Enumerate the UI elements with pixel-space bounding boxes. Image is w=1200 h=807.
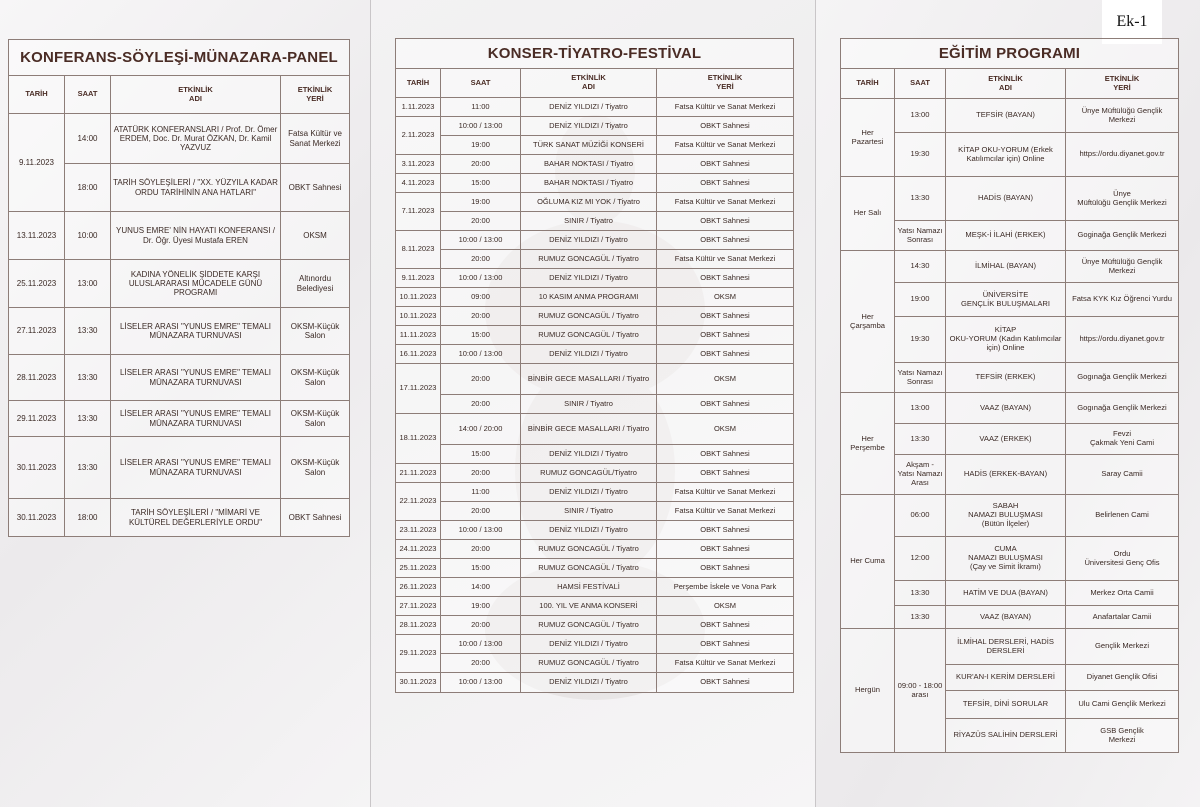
row-place: Fatsa Kültür ve Sanat Merkezi — [657, 502, 794, 521]
row-time: 13:30 — [65, 308, 111, 355]
row-time: 12:00 — [895, 537, 946, 581]
row-time: 19:00 — [441, 597, 521, 616]
row-event: BAHAR NOKTASI / Tiyatro — [521, 155, 657, 174]
header-event-place: ETKİNLİK YERİ — [281, 76, 350, 114]
table-row — [841, 629, 1179, 665]
row-event: HATİM VE DUA (BAYAN) — [946, 581, 1066, 606]
row-time: 13:30 — [895, 424, 946, 455]
row-time: 13:00 — [895, 393, 946, 424]
row-place: https://ordu.diyanet.gov.tr — [1066, 317, 1179, 363]
row-event: İLMİHAL (BAYAN) — [946, 251, 1066, 283]
row-place: OKSM — [657, 597, 794, 616]
row-place: Ordu Üniversitesi Genç Ofis — [1066, 537, 1179, 581]
row-place: Ulu Cami Gençlik Merkezi — [1066, 691, 1179, 719]
row-time: 19:00 — [895, 283, 946, 317]
conference-table — [8, 39, 350, 537]
row-place: OBKT Sahnesi — [657, 445, 794, 464]
table-row — [841, 495, 1179, 537]
row-place: Ünye Müftülüğü Gençlik Merkezi — [1066, 177, 1179, 221]
row-event: HADİS (BAYAN) — [946, 177, 1066, 221]
table-row — [9, 308, 350, 355]
table-row — [841, 251, 1179, 283]
row-event: RUMUZ GONCAGÜL / Tiyatro — [521, 559, 657, 578]
row-date: Her Pazartesi — [841, 99, 895, 177]
row-time: Akşam - Yatsı Namazı Arası — [895, 455, 946, 495]
row-time: 20:00 — [441, 364, 521, 395]
row-time: 18:00 — [65, 164, 111, 212]
row-place: OBKT Sahnesi — [657, 464, 794, 483]
table-row — [396, 231, 794, 250]
fold-line-left — [370, 0, 371, 807]
row-event: BİNBİR GECE MASALLARI / Tiyatro — [521, 364, 657, 395]
header-date: TARİH — [9, 76, 65, 114]
row-event: KUR'AN-I KERİM DERSLERİ — [946, 665, 1066, 691]
table-row — [396, 155, 794, 174]
row-time: 19:00 — [441, 193, 521, 212]
row-time: 20:00 — [441, 502, 521, 521]
row-event: VAAZ (BAYAN) — [946, 606, 1066, 629]
row-event: DENİZ YILDIZI / Tiyatro — [521, 98, 657, 117]
row-place: OKSM-Küçük Salon — [281, 355, 350, 401]
row-event: RUMUZ GONCAGÜL / Tiyatro — [521, 654, 657, 673]
row-place: Fatsa Kültür ve Sanat Merkezi — [281, 114, 350, 164]
header-date: TARİH — [396, 69, 441, 98]
row-time: 15:00 — [441, 559, 521, 578]
row-event: KADINA YÖNELİK ŞİDDETE KARŞI ULUSLARARASI MÜCADELE GÜNÜ PROGRAMI — [111, 260, 281, 308]
row-time: 06:00 — [895, 495, 946, 537]
row-date: 17.11.2023 — [396, 364, 441, 414]
row-place: Fatsa Kültür ve Sanat Merkezi — [657, 193, 794, 212]
table-row — [9, 212, 350, 260]
row-date: 21.11.2023 — [396, 464, 441, 483]
row-time: 15:00 — [441, 445, 521, 464]
row-place: OKSM — [281, 212, 350, 260]
header-time: SAAT — [65, 76, 111, 114]
row-place: OBKT Sahnesi — [657, 326, 794, 345]
row-date: 29.11.2023 — [9, 401, 65, 437]
row-time: 19:30 — [895, 133, 946, 177]
row-place: OBKT Sahnesi — [657, 174, 794, 193]
row-event: MEŞK-İ İLAHİ (ERKEK) — [946, 221, 1066, 251]
row-time: 13:00 — [65, 260, 111, 308]
row-place: OKSM — [657, 288, 794, 307]
row-time: 14:00 / 20:00 — [441, 414, 521, 445]
header-event-place: ETKİNLİK YERİ — [657, 69, 794, 98]
row-event: DENİZ YILDIZI / Tiyatro — [521, 231, 657, 250]
row-place: OKSM — [657, 414, 794, 445]
table-row — [9, 355, 350, 401]
row-time: 15:00 — [441, 174, 521, 193]
row-time: 10:00 — [65, 212, 111, 260]
row-event: HAMSİ FESTİVALİ — [521, 578, 657, 597]
row-time: 11:00 — [441, 483, 521, 502]
table-row — [396, 578, 794, 597]
header-date: TARİH — [841, 69, 895, 99]
row-place: OBKT Sahnesi — [657, 616, 794, 635]
row-place: Perşembe İskele ve Vona Park — [657, 578, 794, 597]
row-date: 28.11.2023 — [396, 616, 441, 635]
row-time: 14:30 — [895, 251, 946, 283]
row-time: 10:00 / 13:00 — [441, 345, 521, 364]
table-title: EĞİTİM PROGRAMI — [841, 39, 1179, 69]
table-row — [396, 673, 794, 693]
row-time: 10:00 / 13:00 — [441, 117, 521, 136]
row-place: Fatsa Kültür ve Sanat Merkezi — [657, 654, 794, 673]
row-time: 13:30 — [895, 606, 946, 629]
row-place: Belirlenen Cami — [1066, 495, 1179, 537]
row-time: 10:00 / 13:00 — [441, 231, 521, 250]
header-time: SAAT — [441, 69, 521, 98]
row-place: Anafartalar Camii — [1066, 606, 1179, 629]
row-time: 15:00 — [441, 326, 521, 345]
row-time: 13:00 — [895, 99, 946, 133]
table-row — [396, 212, 794, 231]
table-row — [396, 117, 794, 136]
row-date: 3.11.2023 — [396, 155, 441, 174]
header-event-name: ETKİNLİK ADI — [521, 69, 657, 98]
row-time: 13:30 — [65, 355, 111, 401]
row-time: 19:00 — [441, 136, 521, 155]
row-date: 24.11.2023 — [396, 540, 441, 559]
row-place: OBKT Sahnesi — [281, 499, 350, 537]
row-event: DENİZ YILDIZI / Tiyatro — [521, 345, 657, 364]
row-place: Diyanet Gençlik Ofisi — [1066, 665, 1179, 691]
row-event: ÜNİVERSİTE GENÇLİK BULUŞMALARI — [946, 283, 1066, 317]
row-event: RUMUZ GONCAGÜL / Tiyatro — [521, 326, 657, 345]
row-place: Merkez Orta Camii — [1066, 581, 1179, 606]
row-date: Her Perşembe — [841, 393, 895, 495]
row-date: 7.11.2023 — [396, 193, 441, 231]
row-event: RUMUZ GONCAGÜL / Tiyatro — [521, 307, 657, 326]
row-event: TEFSİR, DİNİ SORULAR — [946, 691, 1066, 719]
row-event: SINIR / Tiyatro — [521, 395, 657, 414]
row-event: HADİS (ERKEK-BAYAN) — [946, 455, 1066, 495]
row-place: Gençlik Merkezi — [1066, 629, 1179, 665]
table-row — [396, 464, 794, 483]
row-event: DENİZ YILDIZI / Tiyatro — [521, 117, 657, 136]
row-date: 9.11.2023 — [396, 269, 441, 288]
row-event: 10 KASIM ANMA PROGRAMI — [521, 288, 657, 307]
row-event: RUMUZ GONCAGÜL/Tiyatro — [521, 464, 657, 483]
row-place: Ünye Müftülüğü Gençlik Merkezi — [1066, 251, 1179, 283]
row-date: 18.11.2023 — [396, 414, 441, 464]
row-date: 8.11.2023 — [396, 231, 441, 269]
row-date: Her Çarşamba — [841, 251, 895, 393]
row-time: 20:00 — [441, 212, 521, 231]
row-event: KİTAP OKU-YORUM (Erkek Katılımcılar için) Online — [946, 133, 1066, 177]
row-place: OBKT Sahnesi — [657, 117, 794, 136]
row-place: Fatsa Kültür ve Sanat Merkezi — [657, 98, 794, 117]
header-event-place: ETKİNLİK YERİ — [1066, 69, 1179, 99]
table-row — [9, 437, 350, 499]
row-date: 13.11.2023 — [9, 212, 65, 260]
row-date: 25.11.2023 — [396, 559, 441, 578]
row-place: Ünye Müftülüğü Gençlik Merkezi — [1066, 99, 1179, 133]
row-place: OKSM — [657, 364, 794, 395]
row-event: VAAZ (BAYAN) — [946, 393, 1066, 424]
table-row — [9, 401, 350, 437]
table-title: KONFERANS-SÖYLEŞİ-MÜNAZARA-PANEL — [9, 40, 350, 76]
row-event: BİNBİR GECE MASALLARI / Tiyatro — [521, 414, 657, 445]
row-place: OKSM-Küçük Salon — [281, 437, 350, 499]
row-event: TEFSİR (ERKEK) — [946, 363, 1066, 393]
row-event: DENİZ YILDIZI / Tiyatro — [521, 521, 657, 540]
row-date: Her Cuma — [841, 495, 895, 629]
row-event: TARİH SÖYLEŞİLERİ / "XX. YÜZYILA KADAR ORDU TARİHİNİN ANA HATLARI" — [111, 164, 281, 212]
table-row — [9, 260, 350, 308]
row-time: 18:00 — [65, 499, 111, 537]
row-time: 14:00 — [65, 114, 111, 164]
row-event: 100. YIL VE ANMA KONSERİ — [521, 597, 657, 616]
row-place: Gogınağa Gençlik Merkezi — [1066, 363, 1179, 393]
row-event: DENİZ YILDIZI / Tiyatro — [521, 635, 657, 654]
row-time: 20:00 — [441, 250, 521, 269]
table-row — [396, 174, 794, 193]
table-row — [396, 483, 794, 502]
row-event: CUMA NAMAZI BULUŞMASI (Çay ve Simit İkramı) — [946, 537, 1066, 581]
table-row — [396, 326, 794, 345]
row-date: 30.11.2023 — [9, 499, 65, 537]
table-row — [9, 499, 350, 537]
row-time: 13:30 — [65, 437, 111, 499]
row-time: 10:00 / 13:00 — [441, 635, 521, 654]
row-event: BAHAR NOKTASI / Tiyatro — [521, 174, 657, 193]
row-place: Fatsa Kültür ve Sanat Merkezi — [657, 483, 794, 502]
table-title: KONSER-TİYATRO-FESTİVAL — [396, 39, 794, 69]
row-place: OBKT Sahnesi — [657, 395, 794, 414]
row-place: OBKT Sahnesi — [657, 345, 794, 364]
row-date: 25.11.2023 — [9, 260, 65, 308]
row-place: OBKT Sahnesi — [657, 521, 794, 540]
header-event-name: ETKİNLİK ADI — [111, 76, 281, 114]
row-event: RUMUZ GONCAGÜL / Tiyatro — [521, 616, 657, 635]
row-event: SINIR / Tiyatro — [521, 212, 657, 231]
row-time: 13:30 — [895, 581, 946, 606]
row-event: İLMİHAL DERSLERİ, HADİS DERSLERİ — [946, 629, 1066, 665]
concert-table — [395, 38, 794, 693]
row-date: 11.11.2023 — [396, 326, 441, 345]
row-date: 2.11.2023 — [396, 117, 441, 155]
row-date: Her Salı — [841, 177, 895, 251]
row-date: 4.11.2023 — [396, 174, 441, 193]
row-date: 22.11.2023 — [396, 483, 441, 521]
row-event: SABAH NAMAZI BULUŞMASI (Bütün İlçeler) — [946, 495, 1066, 537]
row-event: RUMUZ GONCAGÜL / Tiyatro — [521, 250, 657, 269]
row-date: 29.11.2023 — [396, 635, 441, 673]
table-row — [396, 635, 794, 654]
row-event: TARİH SÖYLEŞİLERİ / "MİMARİ VE KÜLTÜREL DEĞERLERİYLE ORDU" — [111, 499, 281, 537]
table-row — [396, 307, 794, 326]
row-time: 19:30 — [895, 317, 946, 363]
row-place: Goginağa Gençlik Merkezi — [1066, 221, 1179, 251]
education-table — [840, 38, 1179, 753]
row-event: DENİZ YILDIZI / Tiyatro — [521, 483, 657, 502]
row-date: 10.11.2023 — [396, 307, 441, 326]
row-time: 20:00 — [441, 155, 521, 174]
row-event: LİSELER ARASI "YUNUS EMRE" TEMALI MÜNAZARA TURNUVASI — [111, 437, 281, 499]
row-event: DENİZ YILDIZI / Tiyatro — [521, 445, 657, 464]
row-time: 10:00 / 13:00 — [441, 269, 521, 288]
row-place: GSB Gençlik Merkezi — [1066, 719, 1179, 753]
table-row — [396, 559, 794, 578]
table-row — [841, 393, 1179, 424]
row-date: 26.11.2023 — [396, 578, 441, 597]
row-place: OBKT Sahnesi — [281, 164, 350, 212]
row-date: 16.11.2023 — [396, 345, 441, 364]
row-date: 28.11.2023 — [9, 355, 65, 401]
table-row — [396, 540, 794, 559]
table-row — [396, 288, 794, 307]
row-event: TÜRK SANAT MÜZİĞİ KONSERİ — [521, 136, 657, 155]
row-place: https://ordu.diyanet.gov.tr — [1066, 133, 1179, 177]
header-event-name: ETKİNLİK ADI — [946, 69, 1066, 99]
row-time: 11:00 — [441, 98, 521, 117]
table-row — [396, 502, 794, 521]
row-place: OBKT Sahnesi — [657, 231, 794, 250]
row-event: ATATÜRK KONFERANSLARI / Prof. Dr. Ömer ERDEM, Doc. Dr. Murat ÖZKAN, Dr. Kamil YAZVUZ — [111, 114, 281, 164]
row-time: 09:00 - 18:00 arası — [895, 629, 946, 753]
corner-label: Ek-1 — [1102, 0, 1162, 44]
row-time: 14:00 — [441, 578, 521, 597]
row-event: SINIR / Tiyatro — [521, 502, 657, 521]
row-event: RUMUZ GONCAGÜL / Tiyatro — [521, 540, 657, 559]
row-place: OBKT Sahnesi — [657, 635, 794, 654]
row-place: OBKT Sahnesi — [657, 673, 794, 693]
row-place: OBKT Sahnesi — [657, 269, 794, 288]
row-place: OBKT Sahnesi — [657, 212, 794, 231]
row-place: OKSM-Küçük Salon — [281, 401, 350, 437]
row-place: OBKT Sahnesi — [657, 307, 794, 326]
row-place: Altınordu Belediyesi — [281, 260, 350, 308]
row-place: Fatsa Kültür ve Sanat Merkezi — [657, 250, 794, 269]
row-place: Saray Camii — [1066, 455, 1179, 495]
row-time: 10:00 / 13:00 — [441, 673, 521, 693]
row-place: OKSM-Küçük Salon — [281, 308, 350, 355]
row-date: 30.11.2023 — [396, 673, 441, 693]
table-row — [396, 521, 794, 540]
row-event: DENİZ YILDIZI / Tiyatro — [521, 673, 657, 693]
row-date: 27.11.2023 — [9, 308, 65, 355]
row-time: 20:00 — [441, 464, 521, 483]
row-time: Yatsı Namazı Sonrası — [895, 221, 946, 251]
row-place: Fevzi Çakmak Yeni Cami — [1066, 424, 1179, 455]
fold-line-right — [815, 0, 816, 807]
row-time: Yatsı Namazı Sonrası — [895, 363, 946, 393]
row-place: OBKT Sahnesi — [657, 559, 794, 578]
table-row — [396, 597, 794, 616]
row-time: 09:00 — [441, 288, 521, 307]
table-row — [396, 414, 794, 445]
row-place: Fatsa Kültür ve Sanat Merkezi — [657, 136, 794, 155]
row-event: TEFSİR (BAYAN) — [946, 99, 1066, 133]
row-time: 20:00 — [441, 654, 521, 673]
table-row — [396, 193, 794, 212]
table-row — [396, 345, 794, 364]
row-time: 20:00 — [441, 540, 521, 559]
row-time: 20:00 — [441, 395, 521, 414]
row-date: 23.11.2023 — [396, 521, 441, 540]
table-row — [396, 395, 794, 414]
row-date: 27.11.2023 — [396, 597, 441, 616]
row-time: 13:30 — [895, 177, 946, 221]
table-row — [396, 445, 794, 464]
row-place: Fatsa KYK Kız Öğrenci Yurdu — [1066, 283, 1179, 317]
header-time: SAAT — [895, 69, 946, 99]
row-event: DENİZ YILDIZI / Tiyatro — [521, 269, 657, 288]
row-date: 9.11.2023 — [9, 114, 65, 212]
table-row — [396, 136, 794, 155]
table-row — [396, 250, 794, 269]
row-time: 13:30 — [65, 401, 111, 437]
row-date: 30.11.2023 — [9, 437, 65, 499]
row-event: LİSELER ARASI "YUNUS EMRE" TEMALI MÜNAZARA TURNUVASI — [111, 355, 281, 401]
table-row — [841, 99, 1179, 133]
table-row — [9, 114, 350, 164]
row-date: Hergün — [841, 629, 895, 753]
table-row — [841, 177, 1179, 221]
table-row — [396, 654, 794, 673]
table-row — [396, 269, 794, 288]
row-time: 20:00 — [441, 616, 521, 635]
row-time: 20:00 — [441, 307, 521, 326]
row-date: 10.11.2023 — [396, 288, 441, 307]
table-row — [396, 364, 794, 395]
row-event: OĞLUMA KIZ MI YOK / Tiyatro — [521, 193, 657, 212]
table-row — [396, 98, 794, 117]
table-row — [396, 616, 794, 635]
row-event: YUNUS EMRE' NİN HAYATI KONFERANSI / Dr. Öğr. Üyesi Mustafa EREN — [111, 212, 281, 260]
row-event: LİSELER ARASI "YUNUS EMRE" TEMALI MÜNAZARA TURNUVASI — [111, 401, 281, 437]
row-date: 1.11.2023 — [396, 98, 441, 117]
row-event: RİYAZÜS SALİHİN DERSLERİ — [946, 719, 1066, 753]
row-event: KİTAP OKU-YORUM (Kadın Katılımcılar için) Online — [946, 317, 1066, 363]
row-place: OBKT Sahnesi — [657, 540, 794, 559]
row-event: LİSELER ARASI "YUNUS EMRE" TEMALI MÜNAZARA TURNUVASI — [111, 308, 281, 355]
row-time: 10:00 / 13:00 — [441, 521, 521, 540]
row-event: VAAZ (ERKEK) — [946, 424, 1066, 455]
row-place: OBKT Sahnesi — [657, 155, 794, 174]
row-place: Gogınağa Gençlik Merkezi — [1066, 393, 1179, 424]
